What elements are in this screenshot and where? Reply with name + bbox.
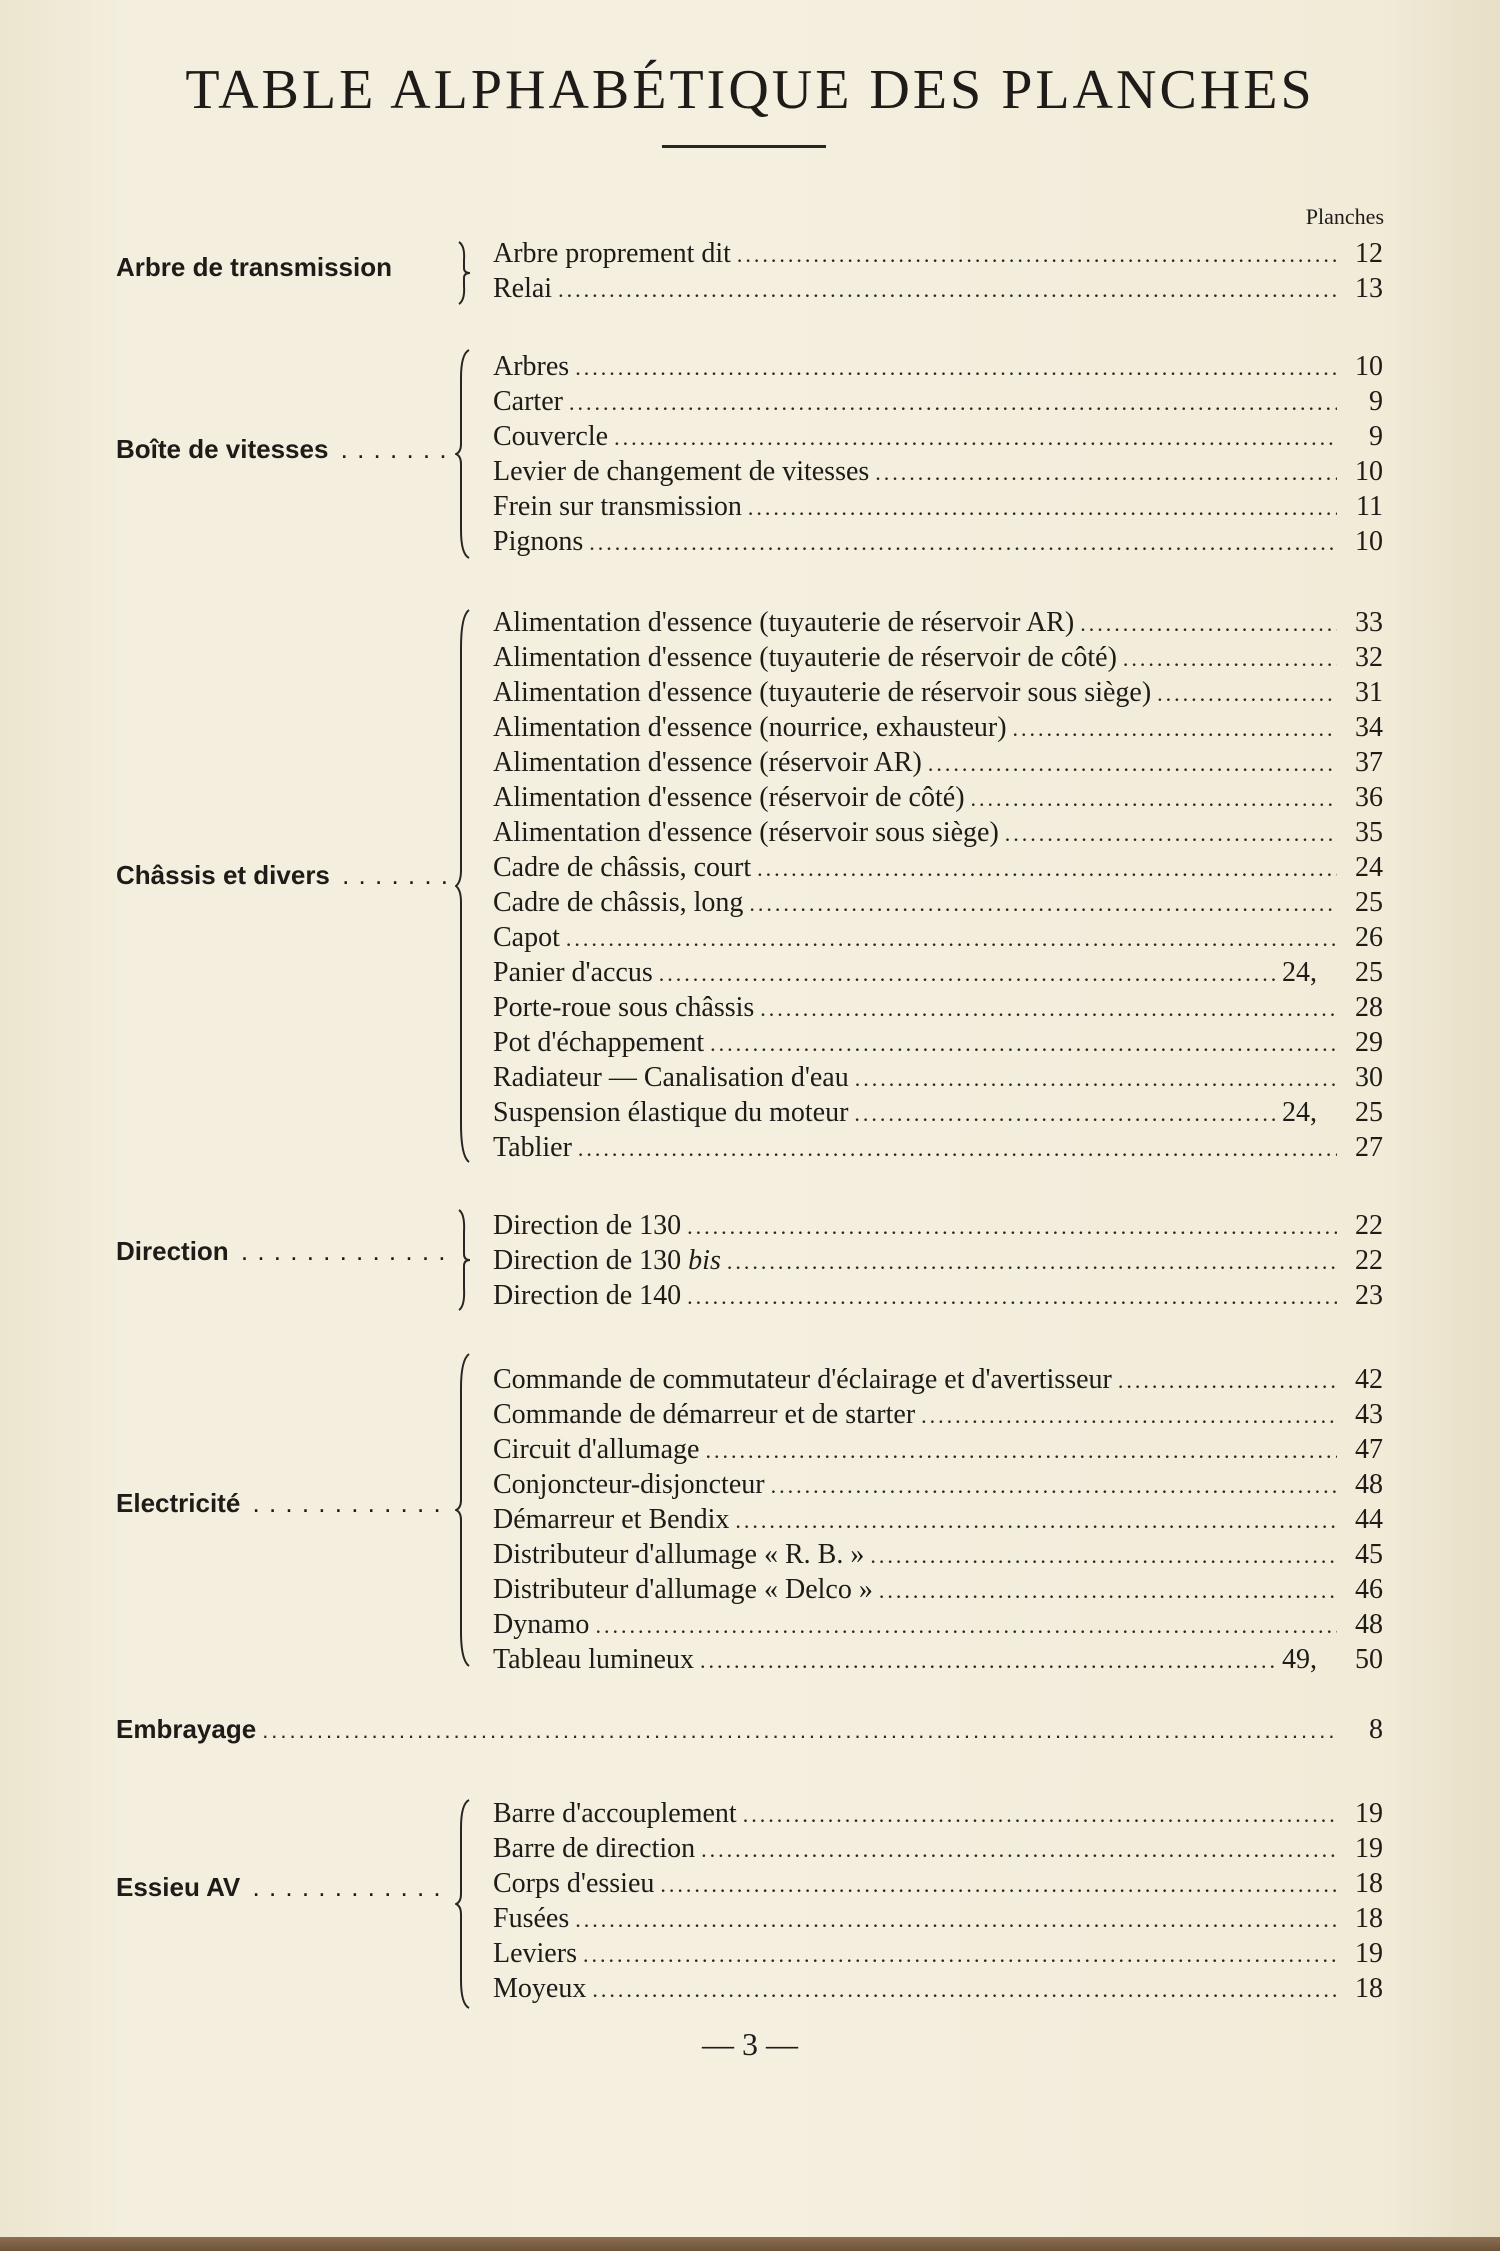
list-item: Circuit d'allumage ..... 47 bbox=[493, 1432, 1383, 1467]
brace bbox=[455, 608, 473, 1164]
page-bottom-edge bbox=[0, 2237, 1500, 2251]
list-item: Suspension élastique du moteur ..... 24, 25 bbox=[493, 1095, 1383, 1130]
brace bbox=[455, 348, 473, 560]
list-item: Moyeux ..... 18 bbox=[493, 1971, 1383, 2006]
page-number: — 3 — bbox=[702, 2026, 798, 2062]
category-label: Arbre de transmission bbox=[116, 252, 392, 282]
list-item: Porte-roue sous châssis ..... 28 bbox=[493, 990, 1383, 1025]
list-item: Capot ..... 26 bbox=[493, 920, 1383, 955]
list-item: Radiateur — Canalisation d'eau ..... 30 bbox=[493, 1060, 1383, 1095]
list-item: Alimentation d'essence (réservoir sous siège) ..... 35 bbox=[493, 815, 1383, 850]
list-item: Alimentation d'essence (tuyauterie de réservoir sous siège) ..... 31 bbox=[493, 675, 1383, 710]
list-item: Levier de changement de vitesses ..... 10 bbox=[493, 454, 1383, 489]
brace bbox=[455, 1798, 473, 2010]
list-item: Conjoncteur-disjoncteur ..... 48 bbox=[493, 1467, 1383, 1502]
list-item: Cadre de châssis, long ..... 25 bbox=[493, 885, 1383, 920]
list-item: Corps d'essieu ..... 18 bbox=[493, 1866, 1383, 1901]
list-item: Direction de 130 bis ..... 22 bbox=[493, 1243, 1383, 1278]
list-item: Arbres ..... 10 bbox=[493, 349, 1383, 384]
list-item: Barre de direction ..... 19 bbox=[493, 1831, 1383, 1866]
list-item: Pignons ..... 10 bbox=[493, 524, 1383, 559]
title-rule bbox=[662, 145, 826, 148]
brace bbox=[455, 1352, 473, 1668]
list-item: Relai ..... 13 bbox=[493, 271, 1383, 306]
list-item: Embrayage ..... 8 bbox=[116, 1712, 1383, 1747]
brace bbox=[455, 240, 473, 306]
category-label: Direction . . . bbox=[116, 1236, 446, 1267]
list-item: Carter ..... 9 bbox=[493, 384, 1383, 419]
category-label: Essieu AV . . . bbox=[116, 1872, 446, 1903]
list-item: Couvercle ..... 9 bbox=[493, 419, 1383, 454]
list-item: Fusées ..... 18 bbox=[493, 1901, 1383, 1936]
page-title: TABLE ALPHABÉTIQUE DES PLANCHES bbox=[185, 59, 1315, 121]
list-item: Frein sur transmission ..... 11 bbox=[493, 489, 1383, 524]
list-item: Arbre proprement dit ..... 12 bbox=[493, 236, 1383, 271]
column-header-planches: Planches bbox=[1305, 204, 1384, 229]
list-item: Pot d'échappement ..... 29 bbox=[493, 1025, 1383, 1060]
category-label: Boîte de vitesses . . . bbox=[116, 434, 446, 465]
brace bbox=[455, 1208, 473, 1312]
list-item: Alimentation d'essence (nourrice, exhausteur) ..... 34 bbox=[493, 710, 1383, 745]
list-item: Alimentation d'essence (tuyauterie de réservoir AR) ..... 33 bbox=[493, 605, 1383, 640]
list-item: Dynamo ..... 48 bbox=[493, 1607, 1383, 1642]
list-item: Barre d'accouplement ..... 19 bbox=[493, 1796, 1383, 1831]
list-item: Direction de 140 ..... 23 bbox=[493, 1278, 1383, 1313]
list-item: Démarreur et Bendix ..... 44 bbox=[493, 1502, 1383, 1537]
category-label: Electricité . . . bbox=[116, 1488, 446, 1519]
list-item: Panier d'accus ..... 24, 25 bbox=[493, 955, 1383, 990]
list-item: Leviers ..... 19 bbox=[493, 1936, 1383, 1971]
list-item: Tablier ..... 27 bbox=[493, 1130, 1383, 1165]
list-item: Alimentation d'essence (réservoir de côté) ..... 36 bbox=[493, 780, 1383, 815]
list-item: Cadre de châssis, court ..... 24 bbox=[493, 850, 1383, 885]
list-item: Commande de démarreur et de starter ..... 43 bbox=[493, 1397, 1383, 1432]
list-item: Commande de commutateur d'éclairage et d'avertisseur ..... 42 bbox=[493, 1362, 1383, 1397]
list-item: Direction de 130 ..... 22 bbox=[493, 1208, 1383, 1243]
category-label: Châssis et divers . . . bbox=[116, 860, 446, 891]
list-item: Alimentation d'essence (tuyauterie de réservoir de côté) ..... 32 bbox=[493, 640, 1383, 675]
list-item: Distributeur d'allumage « R. B. » ..... 45 bbox=[493, 1537, 1383, 1572]
list-item: Tableau lumineux ..... 49, 50 bbox=[493, 1642, 1383, 1677]
list-item: Distributeur d'allumage « Delco » ..... 46 bbox=[493, 1572, 1383, 1607]
list-item: Alimentation d'essence (réservoir AR) ..... 37 bbox=[493, 745, 1383, 780]
